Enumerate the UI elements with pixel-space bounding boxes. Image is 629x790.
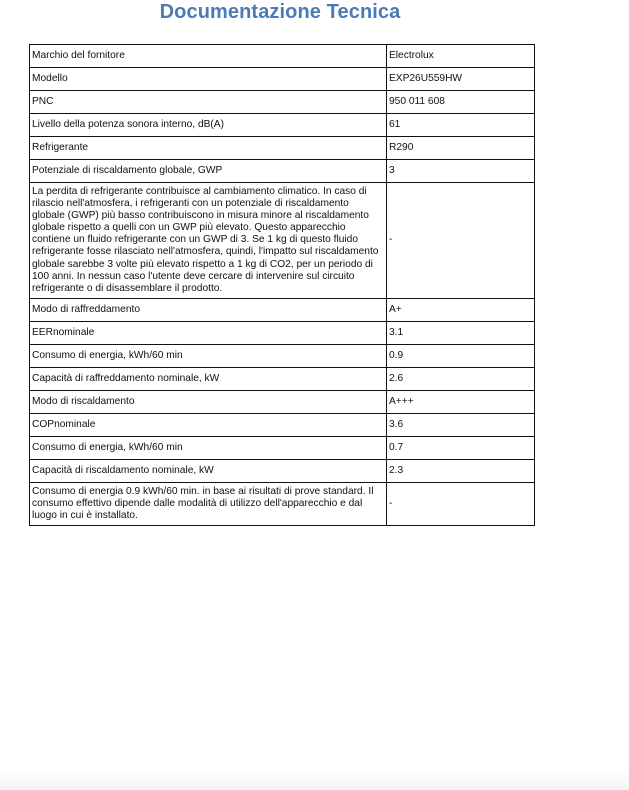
table-row	[30, 390, 535, 413]
row-label: PNC	[30, 91, 387, 114]
table-row	[30, 298, 535, 321]
row-value: 950 011 608	[387, 91, 535, 114]
row-label: COPnominale	[30, 413, 387, 436]
page-title: Documentazione Tecnica	[159, 1, 401, 23]
table-row	[30, 367, 535, 390]
table-row	[30, 459, 535, 482]
row-label: EERnominale	[30, 321, 387, 344]
row-label: Consumo di energia, kWh/60 min	[30, 436, 387, 459]
row-value: Electrolux	[387, 45, 535, 68]
row-value: 3.1	[387, 321, 535, 344]
spec-table	[29, 44, 535, 526]
row-value: A+++	[387, 390, 535, 413]
row-label: Capacità di riscaldamento nominale, kW	[30, 459, 387, 482]
row-label: Potenziale di riscaldamento globale, GWP	[30, 160, 387, 183]
row-label: La perdita di refrigerante contribuisce al cambiamento climatico. In caso di rilascio nell'atmosfera, i refrigeranti con un potenziale di riscaldamento globale (GWP) più basso contribuiscono in misura minore al riscaldamento globale rispetto a quelli con un GWP più elevato. Questo apparecchio contiene un fluido refrigerante con un GWP di 3. Se 1 kg di questo fluido refrigerante fosse rilasciato nell'atmosfera, quindi, l'impatto sul riscaldamento globale sarebbe 3 volte più elevato rispetto a 1 kg di CO2, per un periodo di 100 anni. In nessun caso l'utente deve cercare di intervenire sul circuito refrigerante o di disassemblare il prodotto.	[30, 183, 387, 299]
row-value: EXP26U559HW	[387, 68, 535, 91]
table-row	[30, 91, 535, 114]
row-label: Modello	[30, 68, 387, 91]
row-value: R290	[387, 137, 535, 160]
table-row	[30, 436, 535, 459]
row-label: Modo di raffreddamento	[30, 298, 387, 321]
table-row	[30, 160, 535, 183]
table-row	[30, 137, 535, 160]
table-row	[30, 183, 535, 299]
row-label: Consumo di energia 0.9 kWh/60 min. in base ai risultati di prove standard. Il consumo effettivo dipende dalle modalità di utilizzo dell'apparecchio e dal luogo in cui è installato.	[30, 482, 387, 525]
table-row	[30, 413, 535, 436]
row-value: 0.9	[387, 344, 535, 367]
row-value: 0.7	[387, 436, 535, 459]
row-value: 2.6	[387, 367, 535, 390]
row-value: A+	[387, 298, 535, 321]
row-label: Marchio del fornitore	[30, 45, 387, 68]
row-value: -	[387, 183, 535, 299]
row-label: Modo di riscaldamento	[30, 390, 387, 413]
row-label: Capacità di raffreddamento nominale, kW	[30, 367, 387, 390]
row-label: Livello della potenza sonora interno, dB(A)	[30, 114, 387, 137]
table-row	[30, 344, 535, 367]
row-label: Consumo di energia, kWh/60 min	[30, 344, 387, 367]
table-row	[30, 45, 535, 68]
table-row	[30, 68, 535, 91]
row-value: 3.6	[387, 413, 535, 436]
row-value: 61	[387, 114, 535, 137]
row-value: -	[387, 482, 535, 525]
table-row	[30, 114, 535, 137]
row-value: 3	[387, 160, 535, 183]
table-row	[30, 482, 535, 525]
row-label: Refrigerante	[30, 137, 387, 160]
row-value: 2.3	[387, 459, 535, 482]
page-bottom-shade	[0, 770, 629, 790]
table-row	[30, 321, 535, 344]
